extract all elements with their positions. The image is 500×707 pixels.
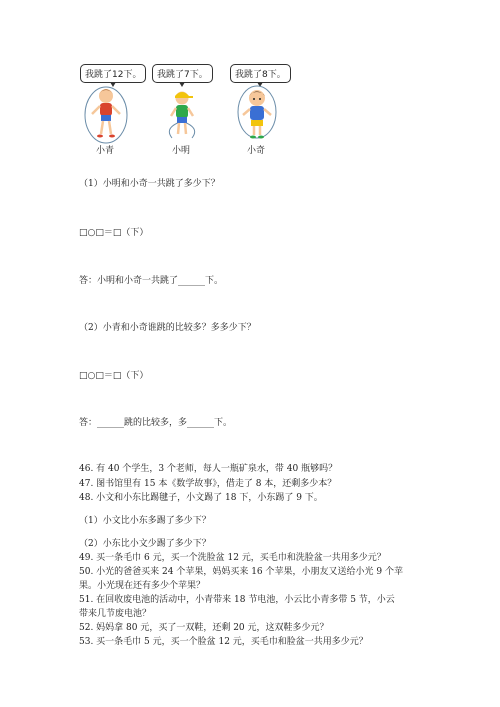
answer-2: 答：______跳的比较多，多______下。 [79, 418, 233, 428]
kid-xiaoqing-illustration [82, 84, 130, 144]
problem-51-line-1: 51. 在回收废电池的活动中，小青带来 18 节电池，小云比小青多带 5 节，小云 [79, 595, 395, 605]
problem-48-part-1: （1）小文比小东多踢了多少下？ [79, 516, 211, 526]
problem-47: 47. 图书馆里有 15 本《数学故事》，借走了 8 本，还剩多少本？ [79, 479, 337, 489]
speech-bubble-xiaoqing: 我跳了12下。 [80, 64, 146, 83]
speech-bubble-xiaoming: 我跳了7下。 [152, 64, 213, 83]
question-1: （1）小明和小奇一共跳了多少下？ [79, 179, 220, 189]
equation-2: □○□＝□（下） [79, 371, 149, 381]
speech-bubble-xiaoqi: 我跳了8下。 [230, 64, 291, 83]
problem-50-line-2: 果。小光现在还有多少个苹果？ [79, 581, 206, 591]
problem-53: 53. 买一条毛巾 5 元，买一个脸盆 12 元，买毛巾和脸盆一共用多少元？ [79, 637, 368, 647]
answer-1: 答：小明和小奇一共跳了______下。 [79, 276, 224, 286]
name-xiaoqing: 小青 [96, 146, 115, 156]
kid-xiaoming-illustration [160, 88, 204, 144]
problem-49: 49. 买一条毛巾 6 元，买一个洗脸盆 12 元，买毛巾和洗脸盆一共用多少元？ [79, 553, 386, 563]
problem-50-line-1: 50. 小光的爸爸买来 24 个苹果，妈妈买来 16 个苹果，小朋友又送给小光 9 个苹 [79, 567, 403, 577]
equation-1: □○□＝□（下） [79, 228, 149, 238]
question-2: （2）小青和小奇谁跳的比较多？多多少下？ [79, 323, 256, 333]
problem-51-line-2: 带来几节废电池？ [79, 609, 152, 619]
name-xiaoqi: 小奇 [247, 146, 266, 156]
name-xiaoming: 小明 [172, 146, 191, 156]
problem-48: 48. 小文和小东比踢毽子，小文踢了 18 下，小东踢了 9 下。 [79, 493, 323, 503]
problem-46: 46. 有 40 个学生，3 个老师，每人一瓶矿泉水，带 40 瓶够吗？ [79, 464, 338, 474]
kid-xiaoqi-illustration [234, 84, 280, 144]
problem-48-part-2: （2）小东比小文少踢了多少下？ [79, 539, 211, 549]
problem-52: 52. 妈妈拿 80 元，买了一双鞋，还剩 20 元，这双鞋多少元？ [79, 623, 329, 633]
